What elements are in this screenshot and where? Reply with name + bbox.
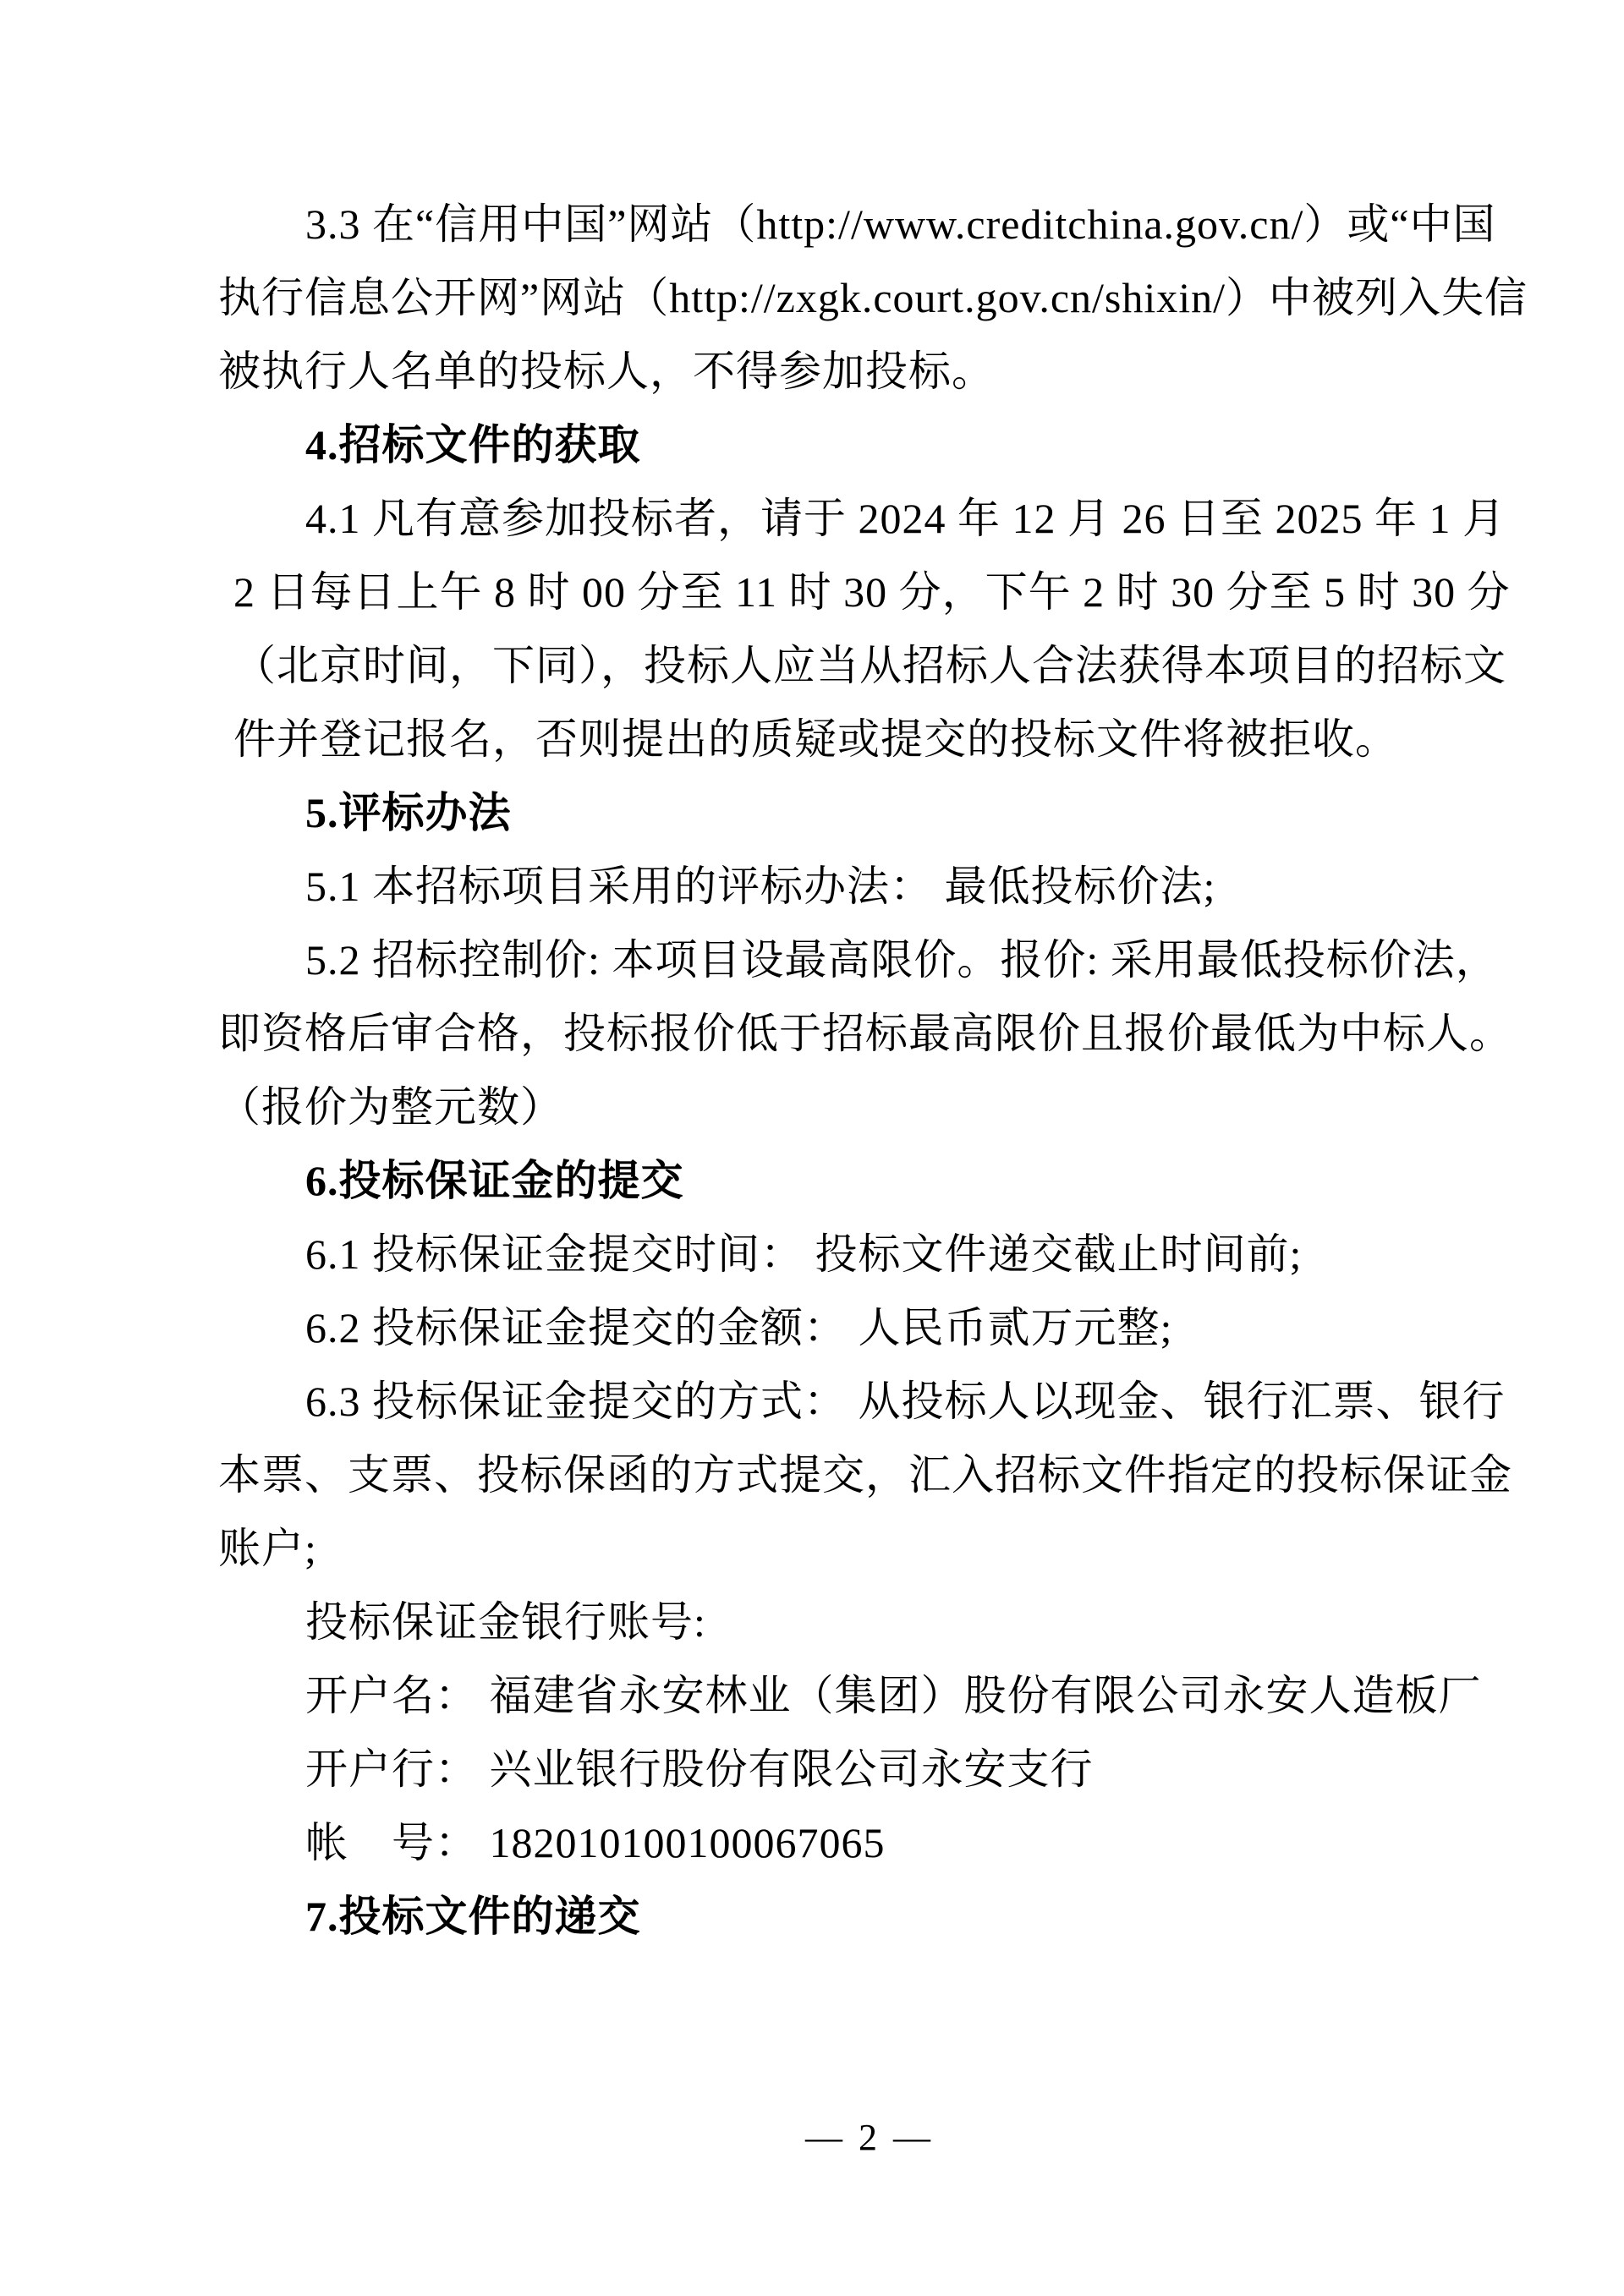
clause-4-1-line-2: 2 日每日上午 8 时 00 分至 11 时 30 分，下午 2 时 30 分至 5 时 30 分 xyxy=(233,568,1511,616)
clause-6-2-line-1: 6.2 投标保证金提交的金额： 人民币贰万元整; xyxy=(305,1304,1173,1351)
section-4-heading: 4.招标文件的获取 xyxy=(305,421,641,469)
account-holder-name: 开户名： 福建省永安林业（集团）股份有限公司永安人造板厂 xyxy=(305,1672,1482,1719)
clause-4-1-line-4: 件并登记报名，否则提出的质疑或提交的投标文件将被拒收。 xyxy=(233,715,1398,763)
clause-6-3-line-2: 本票、支票、投标保函的方式提交，汇入招标文件指定的投标保证金 xyxy=(218,1451,1512,1499)
clause-5-2-line-3: （报价为整元数） xyxy=(218,1083,563,1131)
section-7-heading: 7.投标文件的递交 xyxy=(305,1893,641,1940)
account-bank-name: 开户行： 兴业银行股份有限公司永安支行 xyxy=(305,1745,1094,1793)
clause-5-2-line-1: 5.2 招标控制价: 本项目设最高限价。报价: 采用最低投标价法， xyxy=(305,936,1499,984)
clause-5-2-line-2: 即资格后审合格，投标报价低于招标最高限价且报价最低为中标人。 xyxy=(218,1010,1512,1057)
clause-4-1-line-1: 4.1 凡有意参加投标者，请于 2024 年 12 月 26 日至 2025 年 1 月 xyxy=(305,495,1506,542)
clause-5-1-line-1: 5.1 本招标项目采用的评标办法： 最低投标价法; xyxy=(305,863,1216,910)
clause-6-1-line-1: 6.1 投标保证金提交时间： 投标文件递交截止时间前; xyxy=(305,1230,1303,1278)
clause-6-3-line-1: 6.3 投标保证金提交的方式： 从投标人以现金、银行汇票、银行 xyxy=(305,1378,1506,1425)
clause-3-3-line-1: 3.3 在“信用中国”网站（http://www.creditchina.gov.cn/）或“中国 xyxy=(305,200,1496,248)
account-number: 帐 号： 182010100100067065 xyxy=(305,1819,886,1866)
clause-3-3-line-3: 被执行人名单的投标人，不得参加投标。 xyxy=(218,348,995,395)
section-5-heading: 5.评标办法 xyxy=(305,789,512,836)
page-number-footer: — 2 — xyxy=(805,2117,934,2158)
deposit-account-title: 投标保证金银行账号: xyxy=(305,1598,706,1646)
clause-6-3-line-3: 账户; xyxy=(218,1525,317,1572)
clause-4-1-line-3: （北京时间，下同），投标人应当从招标人合法获得本项目的招标文 xyxy=(233,642,1506,689)
section-6-heading: 6.投标保证金的提交 xyxy=(305,1157,684,1204)
document-body xyxy=(218,188,1528,1954)
clause-3-3-line-2: 执行信息公开网”网站（http://zxgk.court.gov.cn/shixin/）中被列入失信 xyxy=(218,274,1528,321)
